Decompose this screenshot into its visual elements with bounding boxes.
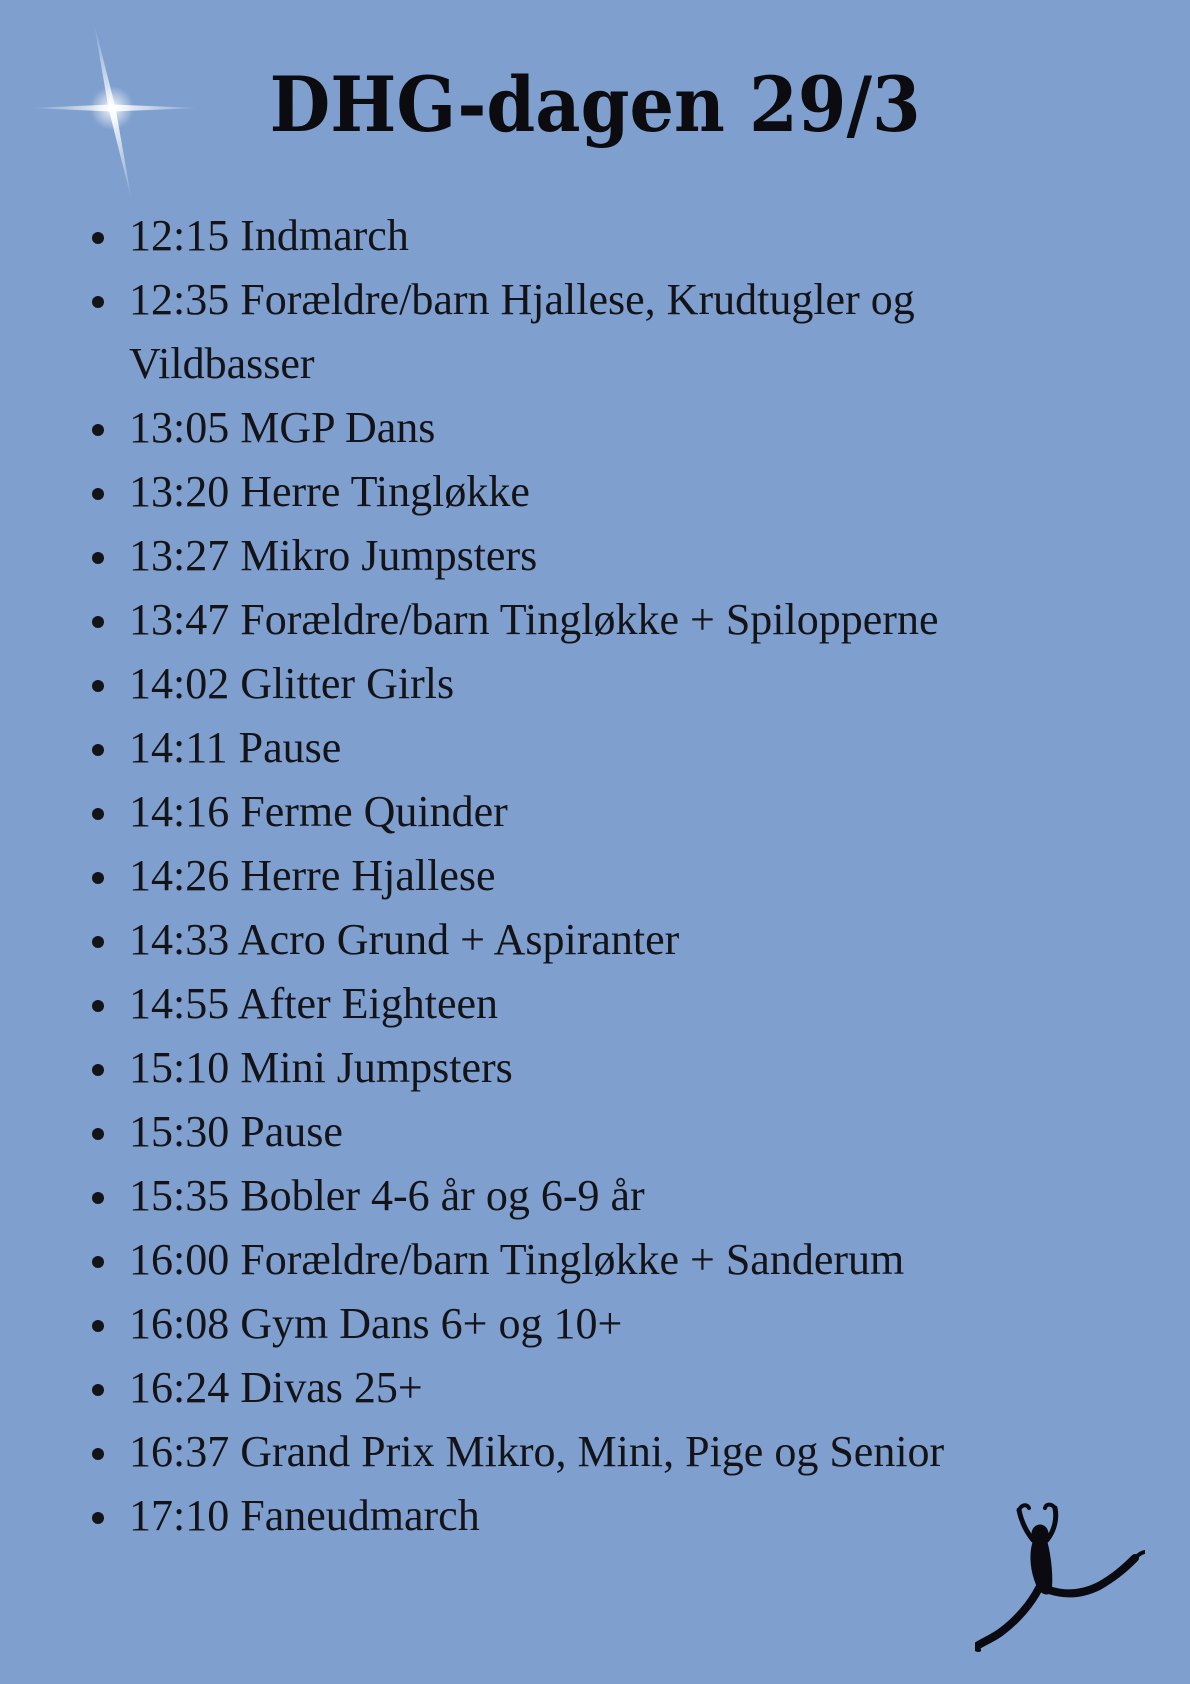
schedule-item [92,460,1092,524]
schedule-item-text: 16:24 Divas 25+ [129,1363,423,1412]
bullet-icon [92,232,104,244]
bullet-icon [92,1320,104,1332]
schedule-item-text: 12:35 Forældre/barn Hjallese, Krudtugler og Vildbasser [129,275,915,388]
schedule-item [92,716,1092,780]
schedule-item-text: 16:00 Forældre/barn Tingløkke + Sanderum [129,1235,905,1284]
bullet-icon [92,1192,104,1204]
bullet-icon [92,936,104,948]
schedule-item-text: 14:26 Herre Hjallese [129,851,496,900]
bullet-icon [92,1384,104,1396]
schedule-item-text: 13:05 MGP Dans [129,403,436,452]
bullet-icon [92,1000,104,1012]
schedule-item [92,1228,1092,1292]
bullet-icon [92,808,104,820]
bullet-icon [92,1512,104,1524]
bullet-icon [92,1256,104,1268]
schedule-item [92,204,1092,268]
bullet-icon [92,744,104,756]
schedule-item [92,1420,1092,1484]
schedule-item-text: 14:33 Acro Grund + Aspiranter [129,915,680,964]
bullet-icon [92,1128,104,1140]
schedule-item [92,588,1092,652]
bullet-icon [92,488,104,500]
schedule-item-text: 12:15 Indmarch [129,211,409,260]
schedule-item [92,1036,1092,1100]
bullet-icon [92,616,104,628]
schedule-item [92,780,1092,844]
schedule-item-text: 14:11 Pause [129,723,342,772]
bullet-icon [92,1448,104,1460]
bullet-icon [92,424,104,436]
schedule-item-text: 16:08 Gym Dans 6+ og 10+ [129,1299,623,1348]
schedule-item [92,844,1092,908]
schedule-item-text: 17:10 Faneudmarch [129,1491,480,1540]
bullet-icon [92,296,104,308]
schedule-item-text: 15:10 Mini Jumpsters [129,1043,513,1092]
page-title: DHG-dagen 29/3 [269,60,921,149]
schedule-item [92,908,1092,972]
schedule-item-text: 14:02 Glitter Girls [129,659,455,708]
schedule-item [92,1484,1092,1548]
schedule-item-text: 14:16 Ferme Quinder [129,787,508,836]
schedule-item-text: 16:37 Grand Prix Mikro, Mini, Pige og Senior [129,1427,945,1476]
schedule-item-text: 13:27 Mikro Jumpsters [129,531,538,580]
schedule-item-text: 13:20 Herre Tingløkke [129,467,530,516]
schedule-list [92,204,1092,1548]
schedule-item-text: 15:35 Bobler 4-6 år og 6-9 år [129,1171,645,1220]
bullet-icon [92,680,104,692]
schedule-item [92,652,1092,716]
schedule-item-text: 14:55 After Eighteen [129,979,499,1028]
dancer-silhouette-icon [975,1500,1145,1660]
schedule-item [92,524,1092,588]
schedule-item-text: 13:47 Forældre/barn Tingløkke + Spilopperne [129,595,939,644]
schedule-item [92,1356,1092,1420]
schedule-item [92,972,1092,1036]
bullet-icon [92,1064,104,1076]
schedule-item-text: 15:30 Pause [129,1107,343,1156]
schedule-item [92,268,1092,396]
bullet-icon [92,552,104,564]
bullet-icon [92,872,104,884]
schedule-item [92,396,1092,460]
schedule-item [92,1164,1092,1228]
schedule-item [92,1100,1092,1164]
schedule-item [92,1292,1092,1356]
